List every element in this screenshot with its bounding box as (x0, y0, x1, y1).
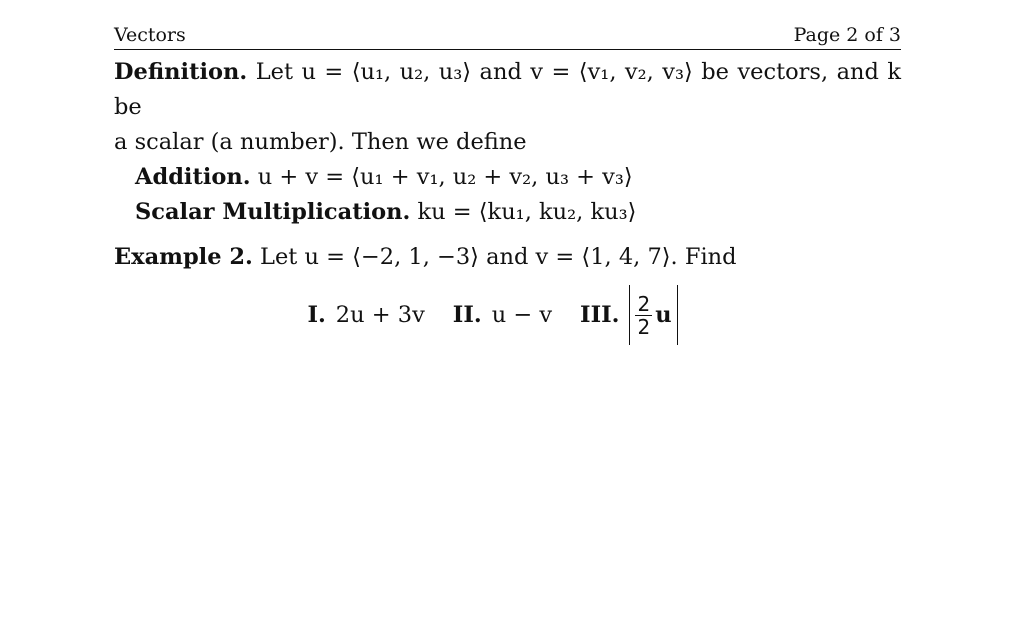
addition-formula: u + v = ⟨u₁ + v₁, u₂ + v₂, u₃ + v₃⟩ (257, 164, 633, 190)
definition-line-1 (114, 55, 901, 125)
problem-1-expression: 2u + 3v (335, 302, 425, 328)
scalar-multiplication-formula: ku = ⟨ku₁, ku₂, ku₃⟩ (417, 199, 637, 225)
problem-3-label: III. (580, 302, 620, 328)
page-header (114, 22, 901, 50)
definition-label: Definition. (114, 59, 248, 85)
fraction (635, 293, 652, 338)
addition-label: Addition. (135, 164, 251, 190)
example-block (114, 240, 901, 275)
document-page (114, 22, 901, 345)
page-number: Page 2 of 3 (793, 24, 901, 46)
problem-3 (580, 285, 678, 345)
fraction-denominator: 2 (637, 314, 651, 339)
vector-symbol: u (655, 302, 672, 328)
example-text: Let u = ⟨−2, 1, −3⟩ and v = ⟨1, 4, 7⟩. Find (260, 244, 737, 270)
problem-2 (453, 302, 552, 328)
problem-2-label: II. (452, 302, 482, 328)
addition-rule (114, 160, 901, 195)
problem-2-expression: u − v (491, 302, 553, 328)
magnitude-bars (629, 285, 677, 345)
scalar-multiplication-label: Scalar Multiplication. (135, 199, 411, 225)
definition-line-2: a scalar (a number). Then we define (114, 129, 527, 155)
fraction-numerator: 2 (637, 291, 651, 316)
problem-list (114, 285, 901, 345)
problem-1-label: I. (307, 302, 326, 328)
example-label: Example 2. (114, 244, 253, 270)
definition-block (114, 55, 901, 230)
definition-text-1: Let u = ⟨u₁, u₂, u₃⟩ and v = ⟨v₁, v₂, v₃⟩ be vectors, and k be (114, 59, 901, 120)
header-title: Vectors (114, 24, 186, 46)
scalar-multiplication-rule (114, 195, 901, 230)
problem-1 (307, 302, 424, 328)
